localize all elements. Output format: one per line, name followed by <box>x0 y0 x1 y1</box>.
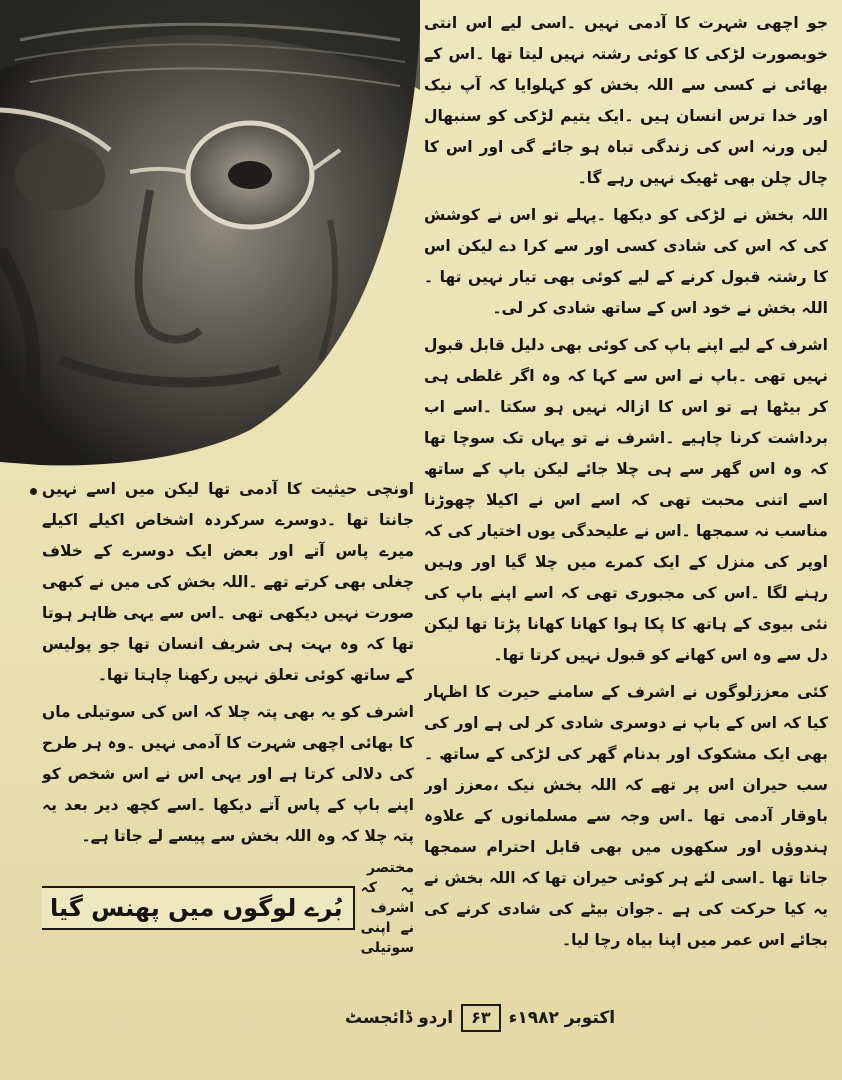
bullet-dot <box>30 488 37 495</box>
paragraph: جو اچھی شہرت کا آدمی نہیں ۔اسی لیے اس انتی خوبصورت لڑکی کا کوئی رشتہ نہیں لیتا تھا ۔اس کے بھائی نے کسی سے اللہ بخش کو کہلوایا کہ آپ نیک اور خدا ترس انسان ہیں ۔ایک یتیم لڑکی کو سنبھال لیں ورنہ اس کی زندگی تباہ ہو جائے گی اور اس کا چال چلن بھی ٹھیک نہیں رہے گا۔ <box>424 14 828 187</box>
paragraph: اشرف کے لیے اپنے باپ کی کوئی بھی دلیل قابل قبول نہیں تھی ۔باپ نے اس سے کہا کہ وہ اگر غلطی ہی کر بیٹھا ہے تو اس کا ازالہ نہیں ہو سکتا ۔اسے اب برداشت کرنا چاہیے ۔اشرف نے تو یہاں تک سوچا تھا کہ وہ اس گھر سے ہی چلا جائے لیکن باپ کے ساتھ اسے اتنی محبت تھی کہ اسے اس نے اکیلا چھوڑنا مناسب نہ سمجھا ۔اس نے علیحدگی یوں اختیار کی کہ اوپر کی منزل کے ایک کمرے میں چلا گیا اور وہیں رہنے لگا ۔اس کی مجبوری تھی کہ اسے اپنے باپ کی نئی بیوی کے ہاتھ کا پکا ہوا کھانا کھانا پڑتا تھا لیکن دل سے وہ اس کھانے کو قبول نہیں کرتا تھا۔ <box>424 336 828 664</box>
portrait-photo <box>0 0 420 468</box>
portrait-image <box>0 0 420 468</box>
right-text-column <box>424 8 828 968</box>
paragraph: کئی معززلوگوں نے اشرف کے سامنے حیرت کا اظہار کیا کہ اس کے باپ نے دوسری شادی کر لی ہے اور کی بھی ایک مشکوک اور بدنام گھر کی لڑکی کے ساتھ ۔سب حیران اس پر تھے کہ اللہ بخش نیک ،معزز اور باوقار آدمی تھا ۔اس وجہ سے مسلمانوں کے علاوہ ہندوؤں اور سکھوں میں بھی قابل احترام سمجھا جاتا تھا ۔اسی لئے ہر کوئی حیران تھا کہ اللہ بخش نے یہ کیا حرکت کی ہے ۔جوان بیٹے کی شادی کرنے کی بجائے اس عمر میں اپنا بیاہ رچا لیا۔ <box>424 683 828 949</box>
page-number: ۶۳ <box>461 1004 501 1032</box>
headline-side-text: مختصر یہ کہ اشرف نے اپنی سوتیلی <box>360 860 414 956</box>
paragraph <box>42 962 414 964</box>
page-footer <box>300 1000 660 1036</box>
paragraph: اونچی حیثیت کا آدمی تھا لیکن میں اسے نہیں جانتا تھا ۔دوسرے سرکردہ اشخاص اکیلے اکیلے میرے پاس آتے اور بعض ایک دوسرے کے خلاف چغلی بھی کرتے تھے ۔اللہ بخش کی میں نے کبھی صورت نہیں دیکھی تھی ۔اس سے یہی ظاہر ہوتا تھا کہ وہ بہت ہی شریف انسان تھا جو پولیس کے ساتھ کوئی تعلق نہیں رکھنا چاہتا تھا۔ <box>42 480 414 684</box>
left-text-column <box>42 474 414 964</box>
paragraph: اللہ بخش نے لڑکی کو دیکھا ۔پہلے تو اس نے کوشش کی کہ اس کی شادی کسی اور سے کرا دے لیکن اس کا رشتہ قبول کرنے کے لیے کوئی بھی تیار نہیں تھا ۔اللہ بخش نے خود اس کے ساتھ شادی کر لی۔ <box>424 206 828 317</box>
paragraph <box>424 962 828 968</box>
section-headline: بُرے لوگوں میں پھنس گیا <box>42 886 355 930</box>
magazine-name: اردو ڈائجسٹ <box>344 1008 454 1028</box>
issue-date: اکتوبر ۱۹۸۲ء <box>508 1008 616 1028</box>
section-headline-row <box>42 858 414 958</box>
paragraph: اشرف کو یہ بھی پتہ چلا کہ اس کی سوتیلی ماں کا بھائی اچھی شہرت کا آدمی نہیں ۔وہ ہر طرح کی دلالی کرتا ہے اور یہی اس نے اس شخص کو اپنے باپ کے پاس آتے دیکھا ۔اسے کچھ دیر بعد یہ پتہ چلا کہ وہ اللہ بخش سے پیسے لے جاتا ہے۔ <box>42 703 414 845</box>
